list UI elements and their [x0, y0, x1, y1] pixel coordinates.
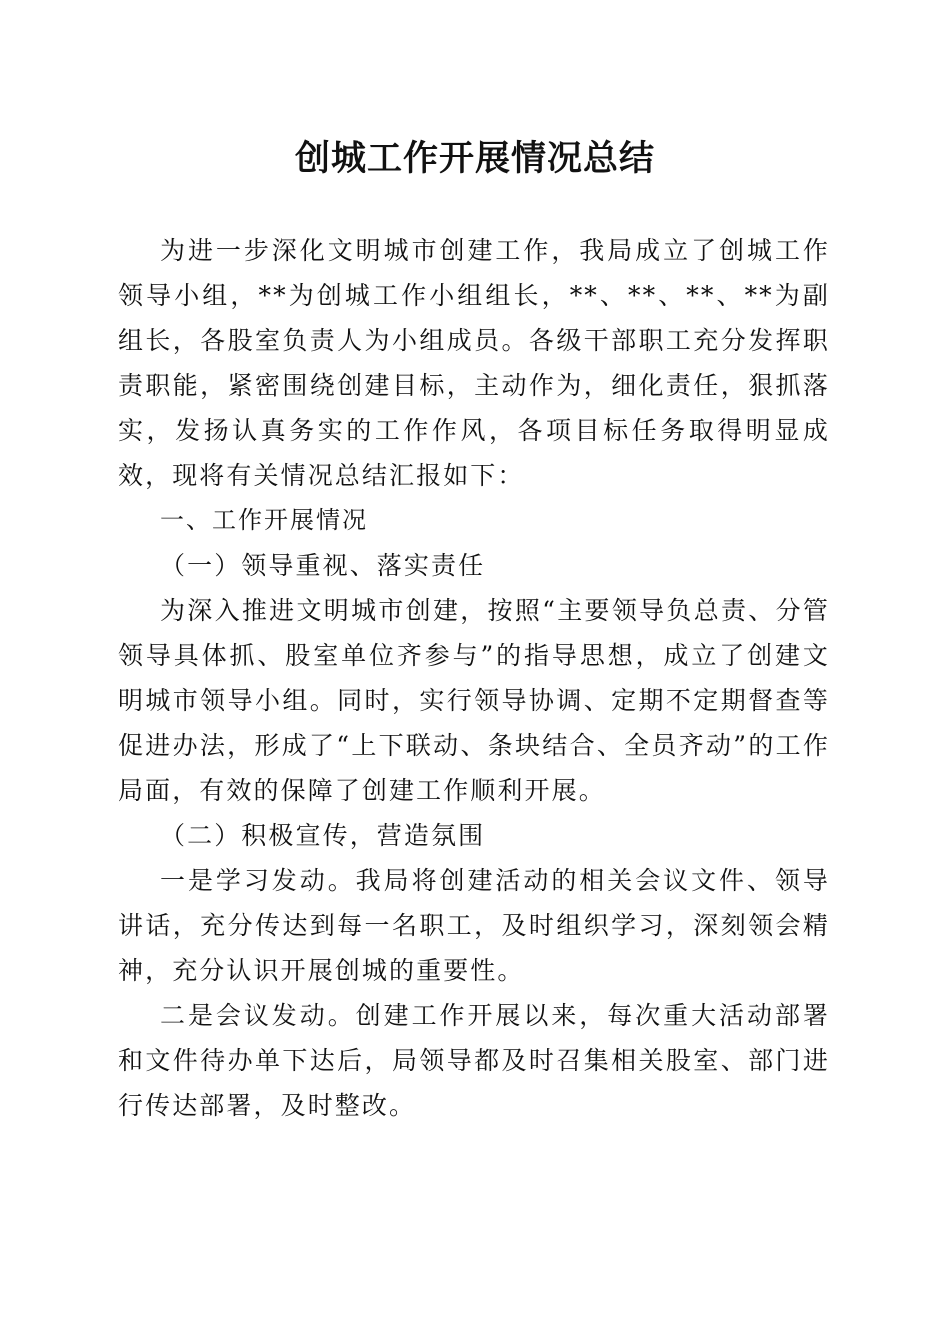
item-paragraph-2	[118, 993, 830, 1128]
section-heading: 一、工作开展情况	[160, 506, 368, 534]
item-1-text: 我局将创建活动的相关会议文件、领导讲话，充分传达到每一名职工，及时组织学习，深刻领会精神，充分认识开展创城的重要性。	[118, 866, 831, 985]
subsection-1-paragraph: 为深入推进文明城市创建，按照“主要领导负总责、分管领导具体抓、股室单位齐参与”的指导思想，成立了创建文明城市领导小组。同时，实行领导协调、定期不定期督查等促进办法，形成了“上下联动、条块结合、全员齐动”的工作局面，有效的保障了创建工作顺利开展。	[118, 596, 830, 805]
item-2-text: 创建工作开展以来，每次重大活动部署和文件待办单下达后，局领导都及时召集相关股室、部门进行传达部署，及时整改。	[118, 1001, 831, 1120]
document-body	[118, 228, 830, 1128]
subsection-heading-1: （一）领导重视、落实责任	[160, 551, 486, 580]
item-paragraph-1	[118, 858, 830, 993]
item-2-lead: 二是会议发动。	[160, 1001, 356, 1030]
subsection-heading-2: （二）积极宣传，营造氛围	[160, 821, 486, 850]
intro-paragraph: 为进一步深化文明城市创建工作，我局成立了创城工作领导小组，**为创城工作小组组长，**、**、**、**为副组长，各股室负责人为小组成员。各级干部职工充分发挥职责职能，紧密围绕创建目标，主动作为，细化责任，狠抓落实，发扬认真务实的工作作风，各项目标任务取得明显成效，现将有关情况总结汇报如下：	[118, 236, 830, 490]
item-1-lead: 一是学习发动。	[160, 866, 356, 895]
document-title: 创城工作开展情况总结	[294, 138, 655, 179]
